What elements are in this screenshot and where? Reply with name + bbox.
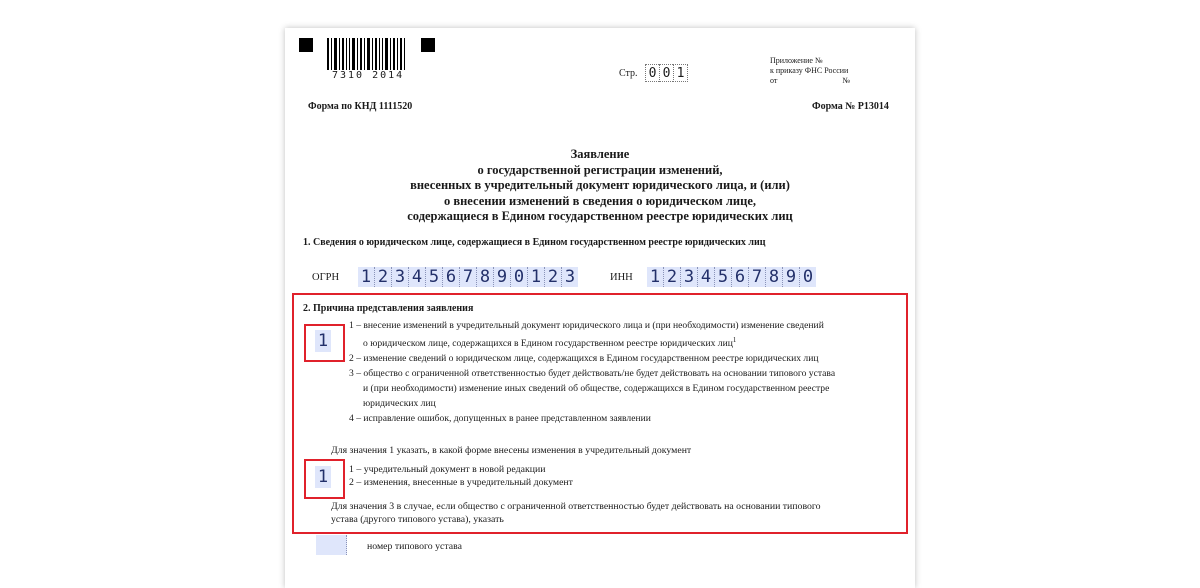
title-line: содержащиеся в Едином государственном реестре юридических лиц — [407, 209, 793, 223]
ogrn-digit: 5 — [426, 267, 443, 287]
inn-digit: 8 — [766, 267, 783, 287]
reason-option-1-text: о юридическом лице, содержащихся в Едином государственном реестре юридических лиц — [363, 338, 733, 350]
barcode-icon — [327, 38, 407, 70]
registration-marker-right — [421, 38, 435, 52]
reason-option-4: 4 – исправление ошибок, допущенных в ранее представленном заявлении — [349, 413, 651, 425]
value3-prompt-line: устава (другого типового устава), указать — [331, 514, 504, 525]
form-option-2: 2 – изменения, внесенные в учредительный документ — [349, 477, 573, 488]
title-line: внесенных в учредительный документ юридического лица, и (или) — [410, 178, 790, 192]
annex-line: Приложение № — [770, 56, 823, 65]
model-charter-field[interactable] — [316, 535, 347, 555]
page-label: Стр. — [619, 68, 638, 79]
annex-block — [770, 56, 880, 86]
ogrn-digit: 2 — [545, 267, 562, 287]
page-number-cells — [645, 64, 688, 82]
annex-from: от — [770, 76, 778, 85]
inn-digit: 2 — [664, 267, 681, 287]
ogrn-digit: 3 — [562, 267, 578, 287]
ogrn-digit: 4 — [409, 267, 426, 287]
reason-option-1-line: 1 – внесение изменений в учредительный документ юридического лица и (при необходимости) изменение сведений — [349, 320, 824, 331]
ogrn-field[interactable] — [358, 267, 578, 287]
reason-option-3-line: 3 – общество с ограниченной ответственностью будет действовать/не будет действовать на основании типового устава — [349, 368, 836, 380]
ogrn-digit: 1 — [358, 267, 375, 287]
ogrn-label: ОГРН — [312, 272, 340, 283]
ogrn-digit: 2 — [375, 267, 392, 287]
page-digit: 1 — [673, 64, 688, 82]
title-line: Заявление — [570, 147, 630, 161]
ogrn-digit: 9 — [494, 267, 511, 287]
page-digit: 0 — [659, 64, 673, 82]
title-line: о внесении изменений в сведения о юридическом лице, — [443, 193, 756, 208]
annex-number: № — [842, 76, 850, 85]
ogrn-digit: 6 — [443, 267, 460, 287]
document-title — [285, 147, 915, 225]
reason-option-3-line: юридических лиц — [363, 398, 436, 410]
ogrn-digit: 8 — [477, 267, 494, 287]
inn-digit: 1 — [647, 267, 664, 287]
annex-line: к приказу ФНС России — [770, 66, 849, 75]
inn-digit: 0 — [800, 267, 816, 287]
value3-prompt — [331, 500, 821, 526]
inn-field[interactable] — [647, 267, 816, 287]
form-number: Форма № Р13014 — [812, 101, 889, 112]
inn-digit: 4 — [698, 267, 715, 287]
inn-digit: 5 — [715, 267, 732, 287]
registration-marker-left — [299, 38, 313, 52]
inn-digit: 9 — [783, 267, 800, 287]
reason-value-field[interactable]: 1 — [315, 330, 331, 352]
ogrn-digit: 0 — [511, 267, 528, 287]
barcode-number: 7310 2014 — [332, 70, 405, 81]
inn-digit: 3 — [681, 267, 698, 287]
value1-prompt: Для значения 1 указать, в какой форме внесены изменения в учредительный документ — [331, 445, 692, 456]
value3-prompt-line: Для значения 3 в случае, если общество с ограниченной ответственностью будет действовать на основании типового — [331, 501, 821, 512]
ogrn-digit: 7 — [460, 267, 477, 287]
form-option-1: 1 – учредительный документ в новой редакции — [349, 464, 546, 475]
title-line: о государственной регистрации изменений, — [477, 162, 723, 177]
reason-option-3-line: и (при необходимости) изменение иных сведений об обществе, содержащихся в Едином государственном реестре — [363, 383, 830, 395]
model-charter-label: номер типового устава — [367, 541, 462, 552]
inn-label: ИНН — [610, 272, 633, 283]
reason-options — [349, 318, 909, 426]
reason-option-2: 2 – изменение сведений о юридическом лице, содержащихся в Едином государственном реестре юридических лиц — [349, 353, 819, 365]
footnote-marker: 1 — [732, 336, 737, 344]
document-form-value-field[interactable]: 1 — [315, 466, 331, 488]
annex-line — [770, 76, 850, 86]
section1-heading: 1. Сведения о юридическом лице, содержащиеся в Едином государственном реестре юридических лиц — [303, 237, 766, 248]
inn-digit: 6 — [732, 267, 749, 287]
knd-label: Форма по КНД 1111520 — [308, 101, 413, 112]
page-digit: 0 — [645, 64, 659, 82]
ogrn-digit: 3 — [392, 267, 409, 287]
form-options — [349, 463, 573, 489]
section2-heading: 2. Причина представления заявления — [303, 303, 474, 314]
reason-option-1-line — [349, 333, 909, 351]
ogrn-digit: 1 — [528, 267, 545, 287]
inn-digit: 7 — [749, 267, 766, 287]
